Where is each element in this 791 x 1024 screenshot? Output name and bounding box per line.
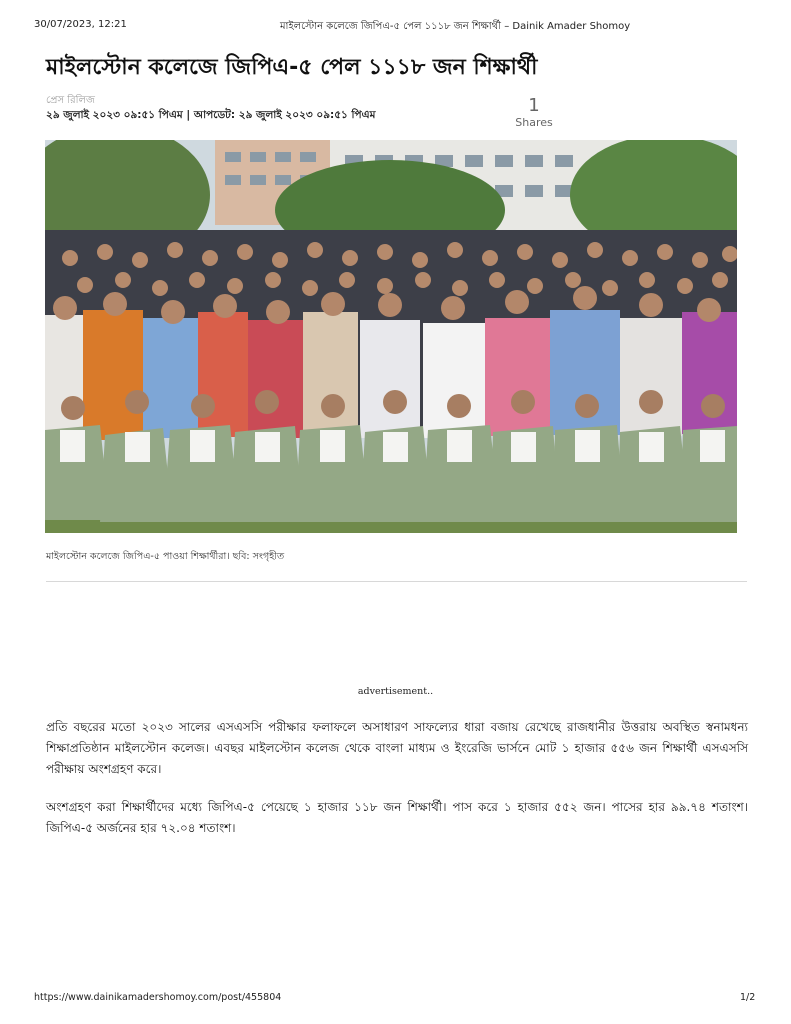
- print-page-number: 1/2: [740, 992, 756, 1003]
- article-photo: [45, 140, 737, 533]
- article-paragraph-1: প্রতি বছরের মতো ২০২৩ সালের এসএসসি পরীক্ষার ফলাফলে অসাধারণ সাফল্যের ধারা বজায় রেখেছে রাজধানীর উত্তরায় অবস্থিত স্বনামধন্য শিক্ষাপ্রতিষ্ঠান মাইলস্টোন কলেজ। এবছর মাইলস্টোন কলেজ থেকে বাংলা মাধ্যম ও ইংরেজি ভার্সনে মোট ১ হাজার ৫৫৬ জন শিক্ষার্থী এসএসসি পরীক্ষায় অংশগ্রহণ করে।: [46, 720, 748, 776]
- share-label: Shares: [515, 116, 553, 129]
- section-divider: [46, 581, 747, 582]
- advertisement-label: advertisement..: [357, 686, 434, 697]
- print-datetime: 30/07/2023, 12:21: [34, 19, 127, 30]
- photo-caption: মাইলস্টোন কলেজে জিপিএ-৫ পাওয়া শিক্ষার্থীরা। ছবি: সংগৃহীত: [46, 551, 285, 562]
- article-title: মাইলস্টোন কলেজে জিপিএ-৫ পেল ১১১৮ জন শিক্ষার্থী: [46, 55, 538, 80]
- share-counter[interactable]: [506, 96, 562, 129]
- group-photo-image: [45, 140, 737, 533]
- article-paragraph-2: অংশগ্রহণ করা শিক্ষার্থীদের মধ্যে জিপিএ-৫ পেয়েছে ১ হাজার ১১৮ জন শিক্ষার্থী। পাস করে ১ হাজার ৫৫২ জন। পাসের হার ৯৯.৭৪ শতাংশ। জিপিএ-৫ অর্জনের হার ৭২.০৪ শতাংশ।: [46, 800, 748, 835]
- share-count: 1: [528, 95, 540, 116]
- article-source-link[interactable]: প্রেস রিলিজ: [46, 95, 95, 106]
- print-page-title: মাইলস্টোন কলেজে জিপিএ-৫ পেল ১১১৮ জন শিক্ষার্থী – Dainik Amader Shomoy: [280, 21, 631, 32]
- print-url: https://www.dainikamadershomoy.com/post/455804: [34, 992, 282, 1003]
- article-dates: ২৯ জুলাই ২০২৩ ০৯:৫১ পিএম | আপডেট: ২৯ জুলাই ২০২৩ ০৯:৫১ পিএম: [46, 109, 376, 121]
